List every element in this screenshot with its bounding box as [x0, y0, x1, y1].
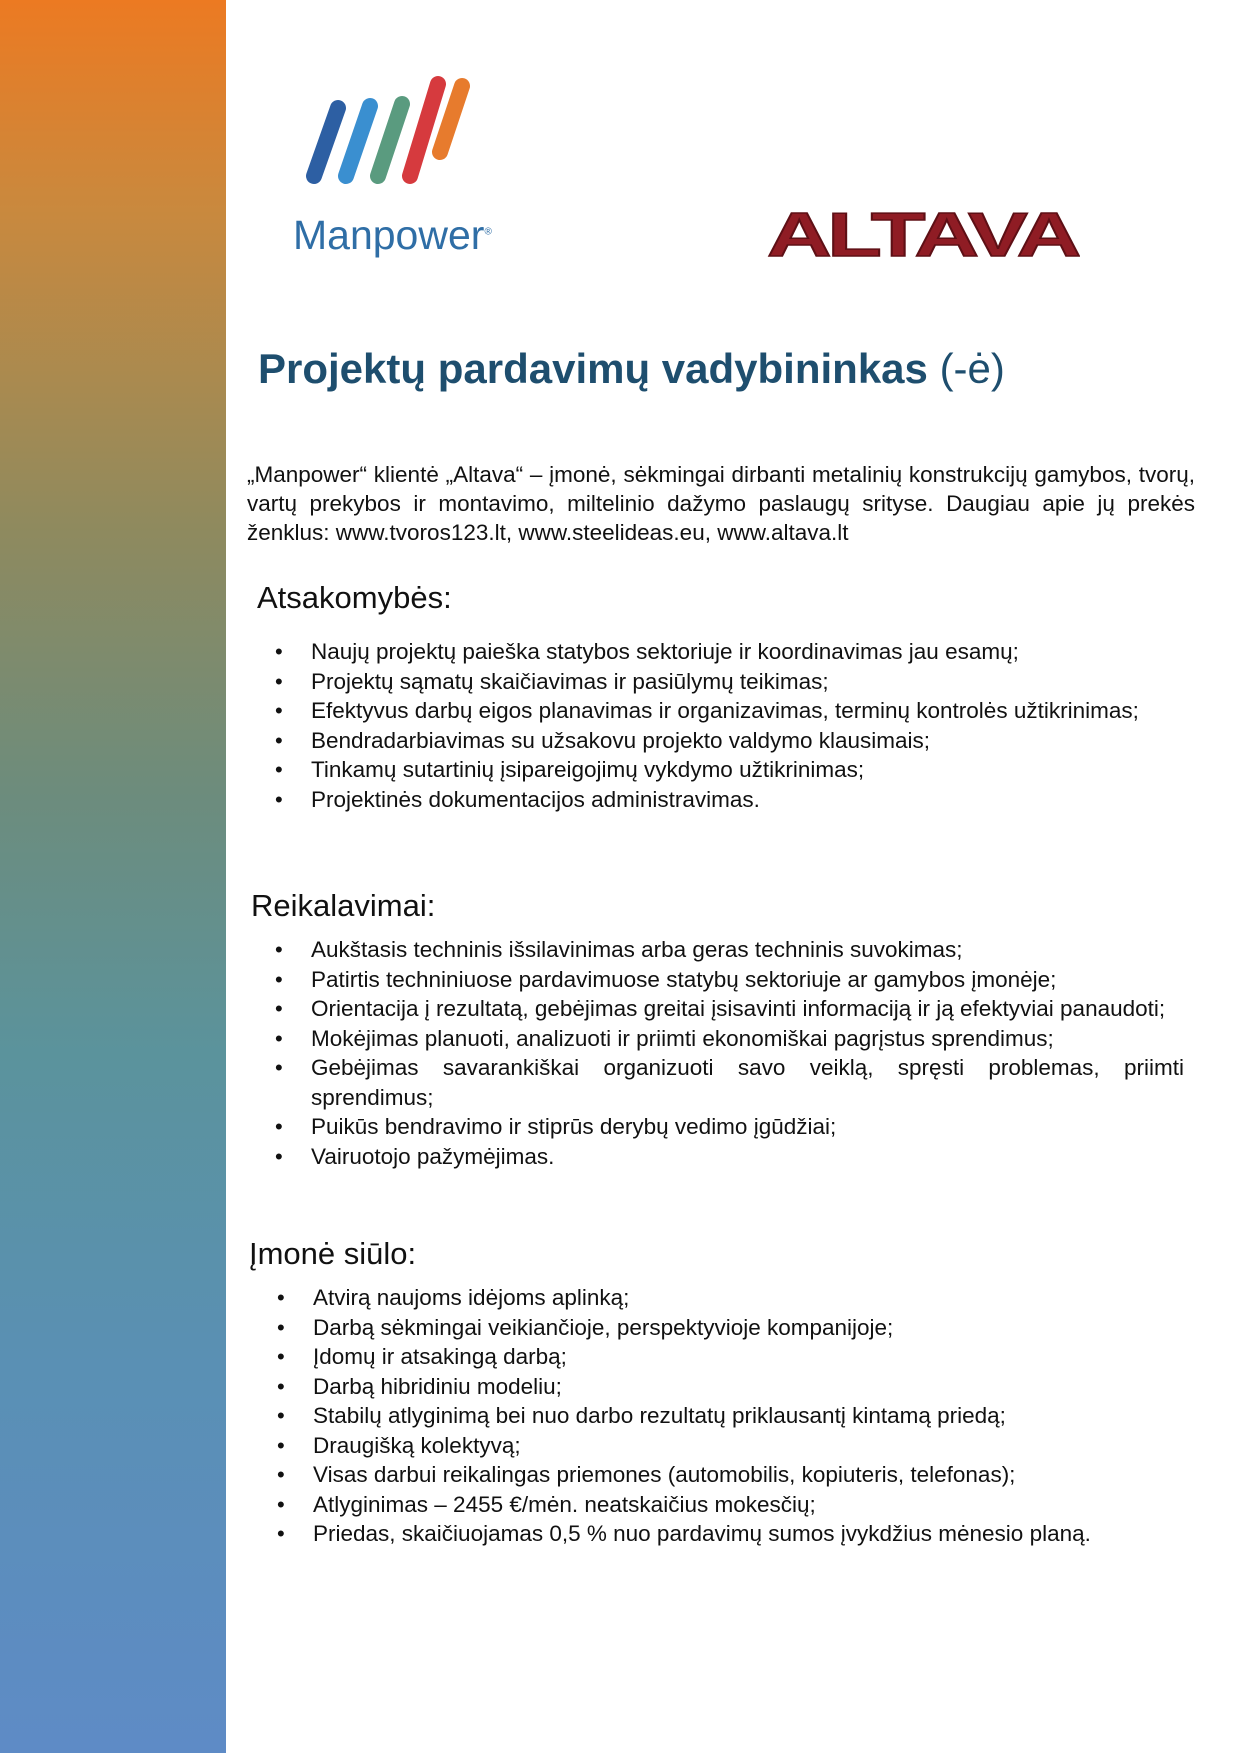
- decorative-gradient-sidebar: [0, 0, 226, 1753]
- list-item: • Darbą sėkmingai veikiančioje, perspektyvioje kompanijoje;: [313, 1313, 1193, 1343]
- list-item: • Draugišką kolektyvą;: [313, 1431, 1193, 1461]
- offers-list: [313, 1283, 1193, 1549]
- list-item: • Atlyginimas – 2455 €/mėn. neatskaičius mokesčių;: [313, 1490, 1193, 1520]
- responsibilities-heading: Atsakomybės:: [257, 580, 452, 615]
- list-item: • Mokėjimas planuoti, analizuoti ir priimti ekonomiškai pagrįstus sprendimus;: [311, 1024, 1184, 1054]
- list-item: • Įdomų ir atsakingą darbą;: [313, 1342, 1193, 1372]
- list-item: • Vairuotojo pažymėjimas.: [311, 1142, 1184, 1172]
- list-item: • Tinkamų sutartinių įsipareigojimų vykdymo užtikrinimas;: [311, 755, 1184, 785]
- list-item: • Gebėjimas savarankiškai organizuoti savo veiklą, spręsti problemas, priimti sprendimus;: [311, 1053, 1184, 1112]
- list-item: • Aukštasis techninis išsilavinimas arba geras techninis suvokimas;: [311, 935, 1184, 965]
- list-item: • Darbą hibridiniu modeliu;: [313, 1372, 1193, 1402]
- list-item: • Projektų sąmatų skaičiavimas ir pasiūlymų teikimas;: [311, 667, 1184, 697]
- requirements-heading: Reikalavimai:: [251, 888, 436, 923]
- list-item: • Orientacija į rezultatą, gebėjimas greitai įsisavinti informaciją ir ją efektyviai panaudoti;: [311, 994, 1184, 1024]
- list-item: • Visas darbui reikalingas priemones (automobilis, kopiuteris, telefonas);: [313, 1460, 1193, 1490]
- list-item: • Priedas, skaičiuojamas 0,5 % nuo pardavimų sumos įvykdžius mėnesio planą.: [313, 1519, 1193, 1549]
- list-item: • Puikūs bendravimo ir stiprūs derybų vedimo įgūdžiai;: [311, 1112, 1184, 1142]
- manpower-logo: [290, 72, 520, 272]
- altava-wordmark: [764, 206, 1080, 262]
- list-item: • Stabilų atlyginimą bei nuo darbo rezultatų priklausantį kintamą priedą;: [313, 1401, 1193, 1431]
- responsibilities-list: [311, 637, 1184, 814]
- intro-paragraph: „Manpower“ klientė „Altava“ – įmonė, sėkmingai dirbanti metalinių konstrukcijų gamybos, tvorų, vartų prekybos ir montavimo, miltelinio dažymo paslaugų srityse. Daugiau apie jų prekės ženklus: www.tvoros123.lt, www.steelideas.eu, www.altava.lt: [247, 462, 1195, 545]
- list-item: • Bendradarbiavimas su užsakovu projekto valdymo klausimais;: [311, 726, 1184, 756]
- list-item: • Naujų projektų paieška statybos sektoriuje ir koordinavimas jau esamų;: [311, 637, 1184, 667]
- list-item: • Atvirą naujoms idėjoms aplinką;: [313, 1283, 1193, 1313]
- svg-text:ALTAVA: ALTAVA: [767, 206, 1080, 262]
- list-item: • Projektinės dokumentacijos administravimas.: [311, 785, 1184, 815]
- list-item: • Efektyvus darbų eigos planavimas ir organizavimas, terminų kontrolės užtikrinimas;: [311, 696, 1184, 726]
- offers-heading: Įmonė siūlo:: [249, 1236, 417, 1271]
- list-item: • Patirtis techniniuose pardavimuose statybų sektoriuje ar gamybos įmonėje;: [311, 965, 1184, 995]
- page-title: Projektų pardavimų vadybininkas (-ė): [258, 345, 1005, 392]
- manpower-wordmark: Manpower®: [293, 212, 492, 258]
- altava-logo: [764, 206, 1080, 267]
- requirements-list: [311, 935, 1184, 1171]
- manpower-stripes-icon: [290, 72, 490, 192]
